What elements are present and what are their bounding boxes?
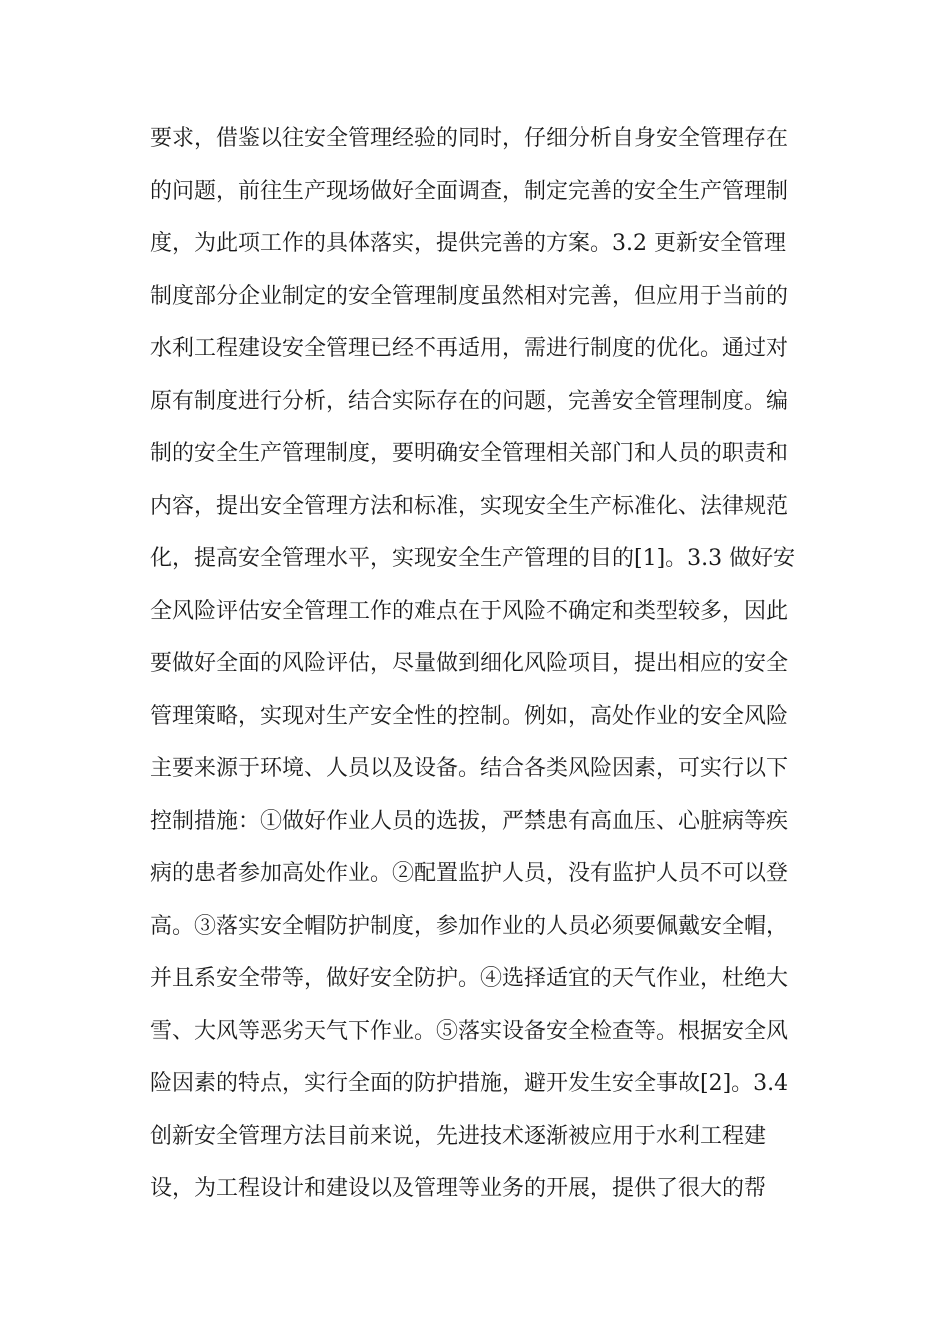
text-line-8: 内容，提出安全管理方法和标准，实现安全生产标准化、法律规范 — [150, 493, 789, 519]
text-line-4: 制度部分企业制定的安全管理制度虽然相对完善，但应用于当前的 — [150, 283, 789, 309]
text-line-2: 的问题，前往生产现场做好全面调查，制定完善的安全生产管理制 — [150, 178, 789, 204]
text-line-18: 雪、大风等恶劣天气下作业。⑤落实设备安全检查等。根据安全风 — [150, 1018, 789, 1044]
text-line-15: 病的患者参加高处作业。②配置监护人员，没有监护人员不可以登 — [150, 861, 789, 886]
text-line-14: 控制措施：①做好作业人员的选拔，严禁患有高血压、心脏病等疾 — [150, 808, 789, 834]
text-line-12: 管理策略，实现对生产安全性的控制。例如，高处作业的安全风险 — [150, 703, 789, 729]
text-line-11: 要做好全面的风险评估，尽量做到细化风险项目，提出相应的安全 — [150, 651, 789, 676]
text-line-19: 险因素的特点，实行全面的防护措施，避开发生安全事故[2]。3.4 — [150, 1071, 789, 1096]
text-line-10: 全风险评估安全管理工作的难点在于风险不确定和类型较多，因此 — [150, 598, 789, 624]
text-line-1: 要求，借鉴以往安全管理经验的同时，仔细分析自身安全管理存在 — [150, 126, 789, 151]
text-line-20: 创新安全管理方法目前来说，先进技术逐渐被应用于水利工程建 — [150, 1123, 767, 1149]
text-line-6: 原有制度进行分析，结合实际存在的问题，完善安全管理制度。编 — [150, 388, 789, 414]
text-line-17: 并且系安全带等，做好安全防护。④选择适宜的天气作业，杜绝大 — [150, 966, 789, 991]
text-line-9: 化，提高安全管理水平，实现安全生产管理的目的[1]。3.3 做好安 — [150, 546, 796, 571]
text-line-13: 主要来源于环境、人员以及设备。结合各类风险因素，可实行以下 — [150, 756, 789, 781]
text-line-3: 度，为此项工作的具体落实，提供完善的方案。3.2 更新安全管理 — [150, 231, 786, 256]
text-line-21: 设，为工程设计和建设以及管理等业务的开展，提供了很大的帮 — [150, 1176, 767, 1201]
text-line-7: 制的安全生产管理制度，要明确安全管理相关部门和人员的职责和 — [150, 441, 789, 466]
body-paragraph — [150, 113, 810, 1216]
text-line-5: 水利工程建设安全管理已经不再适用，需进行制度的优化。通过对 — [150, 336, 789, 361]
text-line-16: 高。③落实安全帽防护制度，参加作业的人员必须要佩戴安全帽， — [150, 913, 789, 939]
